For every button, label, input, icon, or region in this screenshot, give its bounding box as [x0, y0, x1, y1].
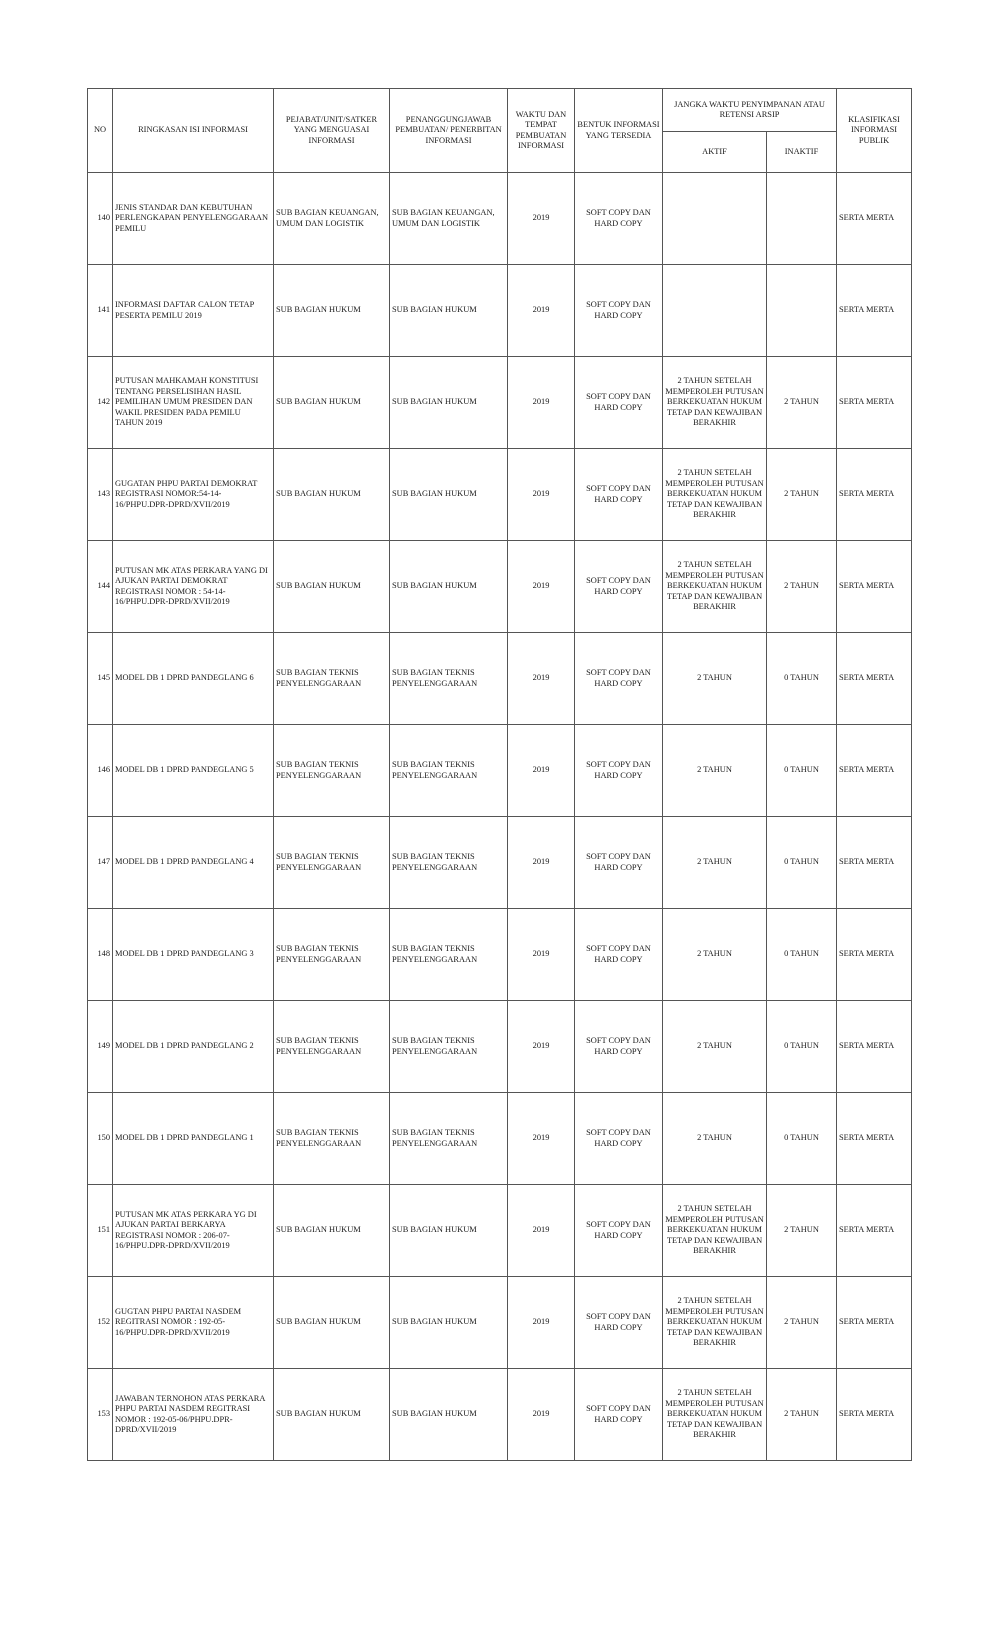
- cell-waktu: 2019: [508, 817, 575, 909]
- cell-waktu: 2019: [508, 541, 575, 633]
- cell-pejabat: SUB BAGIAN TEKNIS PENYELENGGARAAN: [274, 1093, 390, 1185]
- cell-bentuk: SOFT COPY DAN HARD COPY: [575, 1185, 663, 1277]
- table-row: [88, 541, 912, 633]
- cell-no: 146: [88, 725, 113, 817]
- header-no: NO: [88, 89, 113, 173]
- cell-waktu: 2019: [508, 633, 575, 725]
- cell-bentuk: SOFT COPY DAN HARD COPY: [575, 1369, 663, 1461]
- cell-aktif: 2 TAHUN: [663, 909, 767, 1001]
- cell-bentuk: SOFT COPY DAN HARD COPY: [575, 1001, 663, 1093]
- cell-aktif: 2 TAHUN: [663, 1093, 767, 1185]
- cell-penanggungjawab: SUB BAGIAN HUKUM: [390, 265, 508, 357]
- cell-penanggungjawab: SUB BAGIAN KEUANGAN, UMUM DAN LOGISTIK: [390, 173, 508, 265]
- cell-penanggungjawab: SUB BAGIAN HUKUM: [390, 541, 508, 633]
- table-row: [88, 817, 912, 909]
- table-body: [88, 173, 912, 1461]
- cell-no: 153: [88, 1369, 113, 1461]
- cell-pejabat: SUB BAGIAN HUKUM: [274, 541, 390, 633]
- cell-no: 142: [88, 357, 113, 449]
- cell-waktu: 2019: [508, 1001, 575, 1093]
- cell-aktif: 2 TAHUN SETELAH MEMPEROLEH PUTUSAN BERKEKUATAN HUKUM TETAP DAN KEWAJIBAN BERAKHIR: [663, 357, 767, 449]
- cell-pejabat: SUB BAGIAN HUKUM: [274, 357, 390, 449]
- cell-klasifikasi: SERTA MERTA: [837, 1093, 912, 1185]
- cell-ringkasan: JENIS STANDAR DAN KEBUTUHAN PERLENGKAPAN PENYELENGGARAAN PEMILU: [113, 173, 274, 265]
- cell-bentuk: SOFT COPY DAN HARD COPY: [575, 1277, 663, 1369]
- cell-bentuk: SOFT COPY DAN HARD COPY: [575, 817, 663, 909]
- cell-inaktif: 2 TAHUN: [767, 1277, 837, 1369]
- cell-waktu: 2019: [508, 725, 575, 817]
- table-row: [88, 1369, 912, 1461]
- cell-pejabat: SUB BAGIAN HUKUM: [274, 1277, 390, 1369]
- cell-aktif: 2 TAHUN: [663, 725, 767, 817]
- cell-ringkasan: JAWABAN TERNOHON ATAS PERKARA PHPU PARTAI NASDEM REGITRASI NOMOR : 192-05-06/PHPU.DPR-DPRD/XVII/2019: [113, 1369, 274, 1461]
- cell-penanggungjawab: SUB BAGIAN TEKNIS PENYELENGGARAAN: [390, 909, 508, 1001]
- cell-inaktif: 0 TAHUN: [767, 1093, 837, 1185]
- cell-inaktif: 2 TAHUN: [767, 449, 837, 541]
- cell-klasifikasi: SERTA MERTA: [837, 1277, 912, 1369]
- cell-waktu: 2019: [508, 909, 575, 1001]
- cell-penanggungjawab: SUB BAGIAN TEKNIS PENYELENGGARAAN: [390, 633, 508, 725]
- cell-ringkasan: PUTUSAN MK ATAS PERKARA YG DI AJUKAN PARTAI BERKARYA REGISTRASI NOMOR : 206-07-16/PHPU.DPR-DPRD/XVII/2019: [113, 1185, 274, 1277]
- cell-klasifikasi: SERTA MERTA: [837, 173, 912, 265]
- cell-penanggungjawab: SUB BAGIAN TEKNIS PENYELENGGARAAN: [390, 1001, 508, 1093]
- cell-pejabat: SUB BAGIAN HUKUM: [274, 265, 390, 357]
- header-jangka-waktu: JANGKA WAKTU PENYIMPANAN ATAU RETENSI ARSIP: [663, 89, 837, 132]
- cell-ringkasan: PUTUSAN MK ATAS PERKARA YANG DI AJUKAN PARTAI DEMOKRAT REGISTRASI NOMOR : 54-14-16/PHPU.DPR-DPRD/XVII/2019: [113, 541, 274, 633]
- table-row: [88, 633, 912, 725]
- cell-aktif: 2 TAHUN: [663, 633, 767, 725]
- cell-bentuk: SOFT COPY DAN HARD COPY: [575, 633, 663, 725]
- cell-aktif: 2 TAHUN SETELAH MEMPEROLEH PUTUSAN BERKEKUATAN HUKUM TETAP DAN KEWAJIBAN BERAKHIR: [663, 541, 767, 633]
- cell-bentuk: SOFT COPY DAN HARD COPY: [575, 173, 663, 265]
- cell-inaktif: 0 TAHUN: [767, 909, 837, 1001]
- header-penanggungjawab: PENANGGUNGJAWAB PEMBUATAN/ PENERBITAN INFORMASI: [390, 89, 508, 173]
- header-aktif: AKTIF: [663, 132, 767, 173]
- table-row: [88, 449, 912, 541]
- cell-klasifikasi: SERTA MERTA: [837, 725, 912, 817]
- cell-no: 148: [88, 909, 113, 1001]
- table-row: [88, 1185, 912, 1277]
- cell-no: 149: [88, 1001, 113, 1093]
- cell-pejabat: SUB BAGIAN HUKUM: [274, 449, 390, 541]
- header-inaktif: INAKTIF: [767, 132, 837, 173]
- cell-bentuk: SOFT COPY DAN HARD COPY: [575, 541, 663, 633]
- table-row: [88, 1001, 912, 1093]
- cell-waktu: 2019: [508, 1369, 575, 1461]
- cell-bentuk: SOFT COPY DAN HARD COPY: [575, 909, 663, 1001]
- cell-inaktif: 0 TAHUN: [767, 817, 837, 909]
- cell-pejabat: SUB BAGIAN TEKNIS PENYELENGGARAAN: [274, 633, 390, 725]
- cell-no: 147: [88, 817, 113, 909]
- cell-pejabat: SUB BAGIAN TEKNIS PENYELENGGARAAN: [274, 1001, 390, 1093]
- cell-aktif: 2 TAHUN: [663, 817, 767, 909]
- cell-inaktif: 0 TAHUN: [767, 633, 837, 725]
- cell-penanggungjawab: SUB BAGIAN HUKUM: [390, 1369, 508, 1461]
- table-row: [88, 725, 912, 817]
- cell-ringkasan: MODEL DB 1 DPRD PANDEGLANG 1: [113, 1093, 274, 1185]
- cell-klasifikasi: SERTA MERTA: [837, 633, 912, 725]
- cell-penanggungjawab: SUB BAGIAN TEKNIS PENYELENGGARAAN: [390, 1093, 508, 1185]
- cell-no: 152: [88, 1277, 113, 1369]
- cell-no: 150: [88, 1093, 113, 1185]
- cell-pejabat: SUB BAGIAN TEKNIS PENYELENGGARAAN: [274, 909, 390, 1001]
- cell-aktif: [663, 173, 767, 265]
- cell-klasifikasi: SERTA MERTA: [837, 1185, 912, 1277]
- cell-aktif: 2 TAHUN SETELAH MEMPEROLEH PUTUSAN BERKEKUATAN HUKUM TETAP DAN KEWAJIBAN BERAKHIR: [663, 1185, 767, 1277]
- cell-aktif: 2 TAHUN SETELAH MEMPEROLEH PUTUSAN BERKEKUATAN HUKUM TETAP DAN KEWAJIBAN BERAKHIR: [663, 1277, 767, 1369]
- header-bentuk: BENTUK INFORMASI YANG TERSEDIA: [575, 89, 663, 173]
- cell-inaktif: 2 TAHUN: [767, 1185, 837, 1277]
- header-pejabat: PEJABAT/UNIT/SATKER YANG MENGUASAI INFORMASI: [274, 89, 390, 173]
- cell-waktu: 2019: [508, 1185, 575, 1277]
- cell-inaktif: 2 TAHUN: [767, 1369, 837, 1461]
- cell-no: 143: [88, 449, 113, 541]
- cell-pejabat: SUB BAGIAN TEKNIS PENYELENGGARAAN: [274, 725, 390, 817]
- cell-penanggungjawab: SUB BAGIAN TEKNIS PENYELENGGARAAN: [390, 725, 508, 817]
- cell-pejabat: SUB BAGIAN HUKUM: [274, 1369, 390, 1461]
- cell-no: 144: [88, 541, 113, 633]
- cell-waktu: 2019: [508, 449, 575, 541]
- cell-waktu: 2019: [508, 357, 575, 449]
- table-row: [88, 173, 912, 265]
- cell-no: 140: [88, 173, 113, 265]
- cell-pejabat: SUB BAGIAN TEKNIS PENYELENGGARAAN: [274, 817, 390, 909]
- cell-aktif: 2 TAHUN SETELAH MEMPEROLEH PUTUSAN BERKEKUATAN HUKUM TETAP DAN KEWAJIBAN BERAKHIR: [663, 449, 767, 541]
- cell-penanggungjawab: SUB BAGIAN HUKUM: [390, 1277, 508, 1369]
- cell-ringkasan: MODEL DB 1 DPRD PANDEGLANG 2: [113, 1001, 274, 1093]
- cell-no: 141: [88, 265, 113, 357]
- cell-inaktif: 0 TAHUN: [767, 1001, 837, 1093]
- cell-pejabat: SUB BAGIAN HUKUM: [274, 1185, 390, 1277]
- cell-pejabat: SUB BAGIAN KEUANGAN, UMUM DAN LOGISTIK: [274, 173, 390, 265]
- cell-klasifikasi: SERTA MERTA: [837, 449, 912, 541]
- cell-klasifikasi: SERTA MERTA: [837, 1001, 912, 1093]
- header-row-top: [88, 89, 912, 132]
- cell-penanggungjawab: SUB BAGIAN TEKNIS PENYELENGGARAAN: [390, 817, 508, 909]
- cell-aktif: [663, 265, 767, 357]
- cell-inaktif: [767, 173, 837, 265]
- cell-no: 151: [88, 1185, 113, 1277]
- cell-klasifikasi: SERTA MERTA: [837, 541, 912, 633]
- cell-ringkasan: GUGTAN PHPU PARTAI NASDEM REGITRASI NOMOR : 192-05-16/PHPU.DPR-DPRD/XVII/2019: [113, 1277, 274, 1369]
- cell-ringkasan: MODEL DB 1 DPRD PANDEGLANG 5: [113, 725, 274, 817]
- cell-bentuk: SOFT COPY DAN HARD COPY: [575, 725, 663, 817]
- table-row: [88, 1277, 912, 1369]
- cell-waktu: 2019: [508, 1093, 575, 1185]
- cell-penanggungjawab: SUB BAGIAN HUKUM: [390, 357, 508, 449]
- information-register-table: [87, 88, 912, 1461]
- cell-klasifikasi: SERTA MERTA: [837, 817, 912, 909]
- cell-waktu: 2019: [508, 265, 575, 357]
- table-row: [88, 357, 912, 449]
- cell-bentuk: SOFT COPY DAN HARD COPY: [575, 449, 663, 541]
- cell-inaktif: 2 TAHUN: [767, 541, 837, 633]
- cell-bentuk: SOFT COPY DAN HARD COPY: [575, 265, 663, 357]
- cell-bentuk: SOFT COPY DAN HARD COPY: [575, 357, 663, 449]
- table-row: [88, 265, 912, 357]
- cell-penanggungjawab: SUB BAGIAN HUKUM: [390, 1185, 508, 1277]
- header-klasifikasi: KLASIFIKASI INFORMASI PUBLIK: [837, 89, 912, 173]
- header-waktu: WAKTU DAN TEMPAT PEMBUATAN INFORMASI: [508, 89, 575, 173]
- cell-ringkasan: GUGATAN PHPU PARTAI DEMOKRAT REGISTRASI NOMOR:54-14-16/PHPU.DPR-DPRD/XVII/2019: [113, 449, 274, 541]
- cell-aktif: 2 TAHUN SETELAH MEMPEROLEH PUTUSAN BERKEKUATAN HUKUM TETAP DAN KEWAJIBAN BERAKHIR: [663, 1369, 767, 1461]
- cell-ringkasan: MODEL DB 1 DPRD PANDEGLANG 6: [113, 633, 274, 725]
- header-ringkasan: RINGKASAN ISI INFORMASI: [113, 89, 274, 173]
- cell-ringkasan: PUTUSAN MAHKAMAH KONSTITUSI TENTANG PERSELISIHAN HASIL PEMILIHAN UMUM PRESIDEN DAN WAKIL PRESIDEN PADA PEMILU TAHUN 2019: [113, 357, 274, 449]
- table-row: [88, 909, 912, 1001]
- cell-bentuk: SOFT COPY DAN HARD COPY: [575, 1093, 663, 1185]
- cell-ringkasan: INFORMASI DAFTAR CALON TETAP PESERTA PEMILU 2019: [113, 265, 274, 357]
- table-row: [88, 1093, 912, 1185]
- cell-inaktif: 0 TAHUN: [767, 725, 837, 817]
- cell-klasifikasi: SERTA MERTA: [837, 909, 912, 1001]
- cell-ringkasan: MODEL DB 1 DPRD PANDEGLANG 3: [113, 909, 274, 1001]
- cell-klasifikasi: SERTA MERTA: [837, 357, 912, 449]
- cell-waktu: 2019: [508, 1277, 575, 1369]
- cell-klasifikasi: SERTA MERTA: [837, 1369, 912, 1461]
- cell-no: 145: [88, 633, 113, 725]
- cell-inaktif: 2 TAHUN: [767, 357, 837, 449]
- cell-klasifikasi: SERTA MERTA: [837, 265, 912, 357]
- cell-inaktif: [767, 265, 837, 357]
- cell-penanggungjawab: SUB BAGIAN HUKUM: [390, 449, 508, 541]
- cell-ringkasan: MODEL DB 1 DPRD PANDEGLANG 4: [113, 817, 274, 909]
- cell-aktif: 2 TAHUN: [663, 1001, 767, 1093]
- cell-waktu: 2019: [508, 173, 575, 265]
